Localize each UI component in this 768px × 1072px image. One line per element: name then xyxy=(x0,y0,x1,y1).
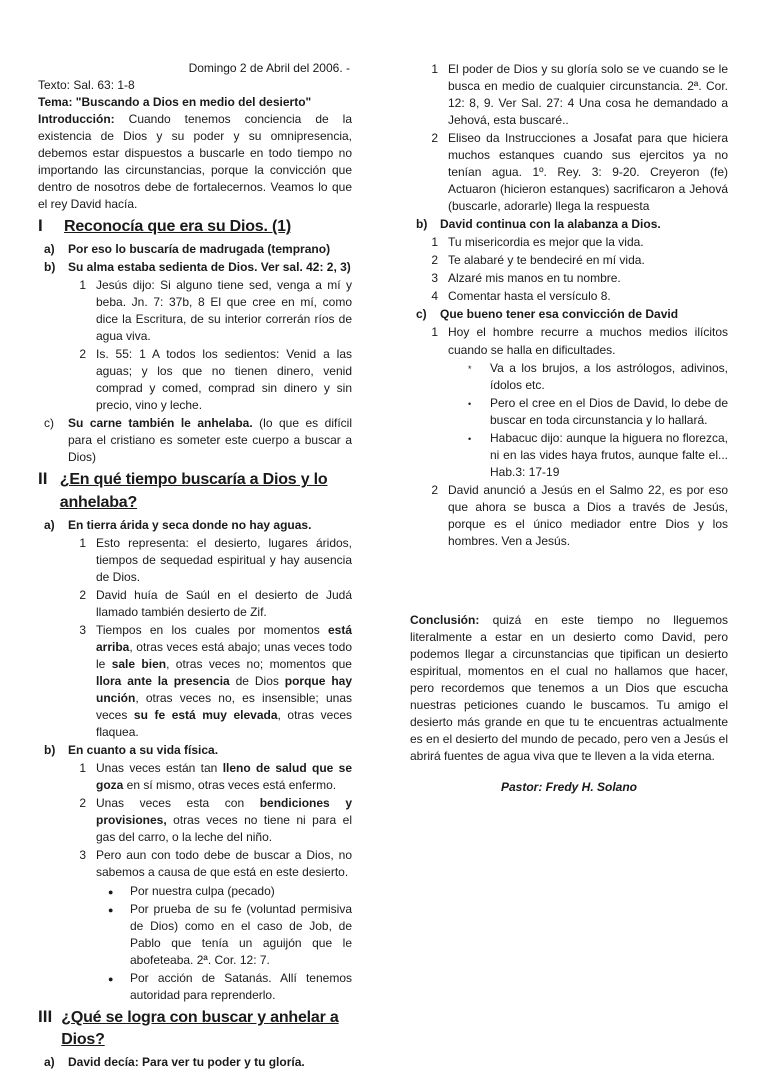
section-2-a-list xyxy=(38,535,352,741)
introduction xyxy=(38,111,352,213)
bullet-icon: ● xyxy=(108,973,114,984)
sermon-date: Domingo 2 de Abril del 2006. - xyxy=(188,61,350,75)
bullet-text: Por nuestra culpa (pecado) xyxy=(130,883,275,898)
list-item xyxy=(64,847,352,881)
bullet-text: Pero el cree en el Dios de David, lo debe de buscar en toda circunstancia y lo hallará. xyxy=(490,395,728,427)
item-number: 1 xyxy=(431,325,438,340)
text-run: Unas veces están tan xyxy=(96,761,223,776)
list-item xyxy=(416,130,728,215)
sermon-theme: Tema: "Buscando a Dios en medio del desierto" xyxy=(38,95,312,110)
item-number: 2 xyxy=(431,482,438,497)
list-item xyxy=(64,346,352,414)
bullet-item xyxy=(410,395,728,429)
bullet-item xyxy=(38,970,352,1004)
text-run: , otras veces flaquea. xyxy=(96,708,353,740)
item-text: Alzaré mis manos en tu nombre. xyxy=(448,271,621,286)
text-run: , otras veces no; momentos que xyxy=(166,657,352,672)
subpoint-a xyxy=(38,517,352,534)
section-1-heading xyxy=(38,214,352,239)
bullet-item xyxy=(38,883,352,900)
right-column xyxy=(410,60,728,796)
bullet-text: Por acción de Satanás. Allí tenemos autoridad para reprenderlo. xyxy=(130,970,352,1002)
list-item xyxy=(64,622,352,741)
item-number: 3 xyxy=(79,848,86,863)
section-heading-text: ¿En qué tiempo buscaría a Dios y lo anhelaba? xyxy=(59,471,328,512)
introduction-text: Cuando tenemos conciencia de la existencia de Dios y su poder y su omnipresencia, debemos estar dispuestos a buscarle en todo tiempo no importando las circunstancias, porque la convicción que dentro de nosotros debe de fortalecernos. Veamos lo que el rey David hacía. xyxy=(38,112,352,212)
bold-run: porque hay unción xyxy=(96,674,352,706)
text-run: Unas veces esta con xyxy=(96,796,260,811)
item-text: Is. 55: 1 A todos los sedientos: Venid a las aguas; y los que no tienen dinero, venid comprad y comed, comprad sin dinero y sin precio, vino y leche. xyxy=(96,347,352,413)
subpoint-b xyxy=(410,216,728,233)
subpoint-marker: c) xyxy=(416,307,427,322)
list-item xyxy=(416,270,728,287)
item-text: Jesús dijo: Si alguno tiene sed, venga a mí y beba. Jn. 7: 37b, 8 El que cree en mí, como dice la Escritura, de su interior correrán ríos de agua viva. xyxy=(96,278,352,344)
list-item xyxy=(64,535,352,586)
left-column xyxy=(38,60,352,1072)
subpoint-marker: b) xyxy=(44,743,56,758)
section-3-c-list-2 xyxy=(410,482,728,550)
item-text: Eliseo da Instrucciones a Josafat para que hiciera muchos estanques cuando sus ejercitos ya no tenían agua. 1º. Rey. 3: 9-20. Creyeron (fe) Actuaron (hicieron estanques) sacrificaron a Jehová (buscarle, adorarle) llega la respuesta xyxy=(448,131,728,214)
bullet-icon: • xyxy=(468,433,472,444)
list-item xyxy=(64,587,352,621)
subpoint-a xyxy=(38,1054,352,1071)
item-text: Pero aun con todo debe de buscar a Dios, no sabemos a causa de que está en este desierto. xyxy=(96,848,352,880)
subpoint-text: David continua con la alabanza a Dios. xyxy=(440,217,661,232)
list-item xyxy=(416,324,728,358)
text-run: Tiempos en los cuales por momentos xyxy=(96,623,328,638)
bullet-icon: ● xyxy=(108,904,114,915)
item-text: El poder de Dios y su gloría solo se ve cuando se le busca en medio de cualquier circunstancia. 2ª. Cor. 12: 8, 9. Ver Sal. 27: 4 Una cosa he demandado a Jehová, esta buscaré.. xyxy=(448,62,728,128)
section-3-c-list xyxy=(410,324,728,358)
bold-run: llora ante la presencia xyxy=(96,674,230,689)
item-number: 2 xyxy=(79,347,86,362)
subpoint-text xyxy=(68,415,352,466)
text-run: , otras veces no, es insensible; unas veces xyxy=(96,691,352,723)
item-text xyxy=(96,622,352,741)
section-3-c-bullets xyxy=(410,360,728,481)
introduction-label: Introducción: xyxy=(38,112,115,127)
section-2-b-list xyxy=(38,760,352,881)
item-number: 2 xyxy=(79,796,86,811)
item-number: 1 xyxy=(431,62,438,76)
bold-run: lleno de salud que se goza xyxy=(96,761,352,793)
item-text: Esto representa: el desierto, lugares áridos, tiempos de sequedad espiritual y hay ausencia de Dios. xyxy=(96,535,352,584)
subpoint-marker: b) xyxy=(44,260,56,275)
bullet-text: Habacuc dijo: aunque la higuera no florezca, ni en las vides haya frutos, aunque falte el... Hab.3: 17-19 xyxy=(490,430,728,479)
roman-numeral: I xyxy=(38,216,43,236)
section-3-b-list xyxy=(410,234,728,305)
bold-run: su fe está muy elevada xyxy=(133,708,278,723)
bullet-icon: * xyxy=(468,363,472,374)
list-item xyxy=(416,482,728,550)
list-item xyxy=(64,277,352,345)
item-number: 2 xyxy=(79,587,86,602)
item-text: Tu misericordia es mejor que la vida. xyxy=(448,235,644,250)
subpoint-c xyxy=(38,415,352,466)
item-text: Te alabaré y te bendeciré en mí vida. xyxy=(448,253,645,268)
bullet-item xyxy=(410,430,728,481)
subpoint-a xyxy=(38,241,352,258)
pastor-signature: Pastor: Fredy H. Solano xyxy=(500,780,638,795)
list-item xyxy=(416,288,728,305)
text-run: de Dios xyxy=(229,674,285,689)
bullet-text: Por prueba de su fe (voluntad permisiva de Dios) como en el caso de Job, de Pablo que tenía un aguijón que le abofeteaba. 2ª. Cor. 12: 7. xyxy=(130,901,352,967)
scripture-text: Texto: Sal. 63: 1-8 xyxy=(38,78,135,93)
item-number: 3 xyxy=(431,271,438,286)
bullet-item xyxy=(410,360,728,394)
item-number: 3 xyxy=(79,623,86,638)
subpoint-text: Que bueno tener esa convicción de David xyxy=(440,307,679,322)
item-text xyxy=(96,760,352,794)
subpoint-bold: Su carne también le anhelaba. xyxy=(68,416,253,431)
section-heading-text: ¿Qué se logra con buscar y anhelar a Dios? xyxy=(61,1008,339,1049)
section-2-bullets xyxy=(38,883,352,1004)
section-heading-text: Reconocía que era su Dios. (1) xyxy=(64,218,291,236)
roman-numeral: III xyxy=(38,1006,53,1026)
section-3-a-list xyxy=(410,61,728,215)
item-text: Comentar hasta el versículo 8. xyxy=(448,289,611,304)
roman-numeral: II xyxy=(38,469,48,489)
subpoint-text: David decía: Para ver tu poder y tu gloría. xyxy=(68,1055,305,1070)
subpoint-text: En tierra árida y seca donde no hay aguas. xyxy=(68,517,312,532)
conclusion-label: Conclusión: xyxy=(410,612,480,627)
bullet-icon: ● xyxy=(108,886,114,897)
subpoint-marker: c) xyxy=(44,416,54,431)
section-3-heading xyxy=(38,1005,352,1052)
subpoint-marker: a) xyxy=(44,242,55,256)
text-run: en sí mismo, otras veces está enfermo. xyxy=(123,778,337,793)
bold-run: está arriba xyxy=(96,623,352,655)
item-number: 2 xyxy=(431,131,438,146)
text-run: otras veces no tiene ni para el gas del carro, o la leche del niño. xyxy=(96,813,352,845)
subpoint-b xyxy=(38,259,352,276)
bold-run: sale bien xyxy=(111,657,167,672)
subpoint-marker: a) xyxy=(44,1055,55,1070)
conclusion xyxy=(410,612,728,765)
item-text: David huía de Saúl en el desierto de Judá llamado también desierto de Zif. xyxy=(96,587,352,619)
bullet-icon: • xyxy=(468,398,472,409)
list-item xyxy=(416,234,728,251)
section-2-heading xyxy=(38,467,352,514)
item-number: 4 xyxy=(431,289,438,304)
section-1-b-list xyxy=(38,277,352,414)
item-number: 1 xyxy=(79,278,86,293)
list-item xyxy=(416,252,728,269)
item-number: 2 xyxy=(431,253,438,268)
item-number: 1 xyxy=(79,535,86,550)
subpoint-marker: b) xyxy=(416,217,428,232)
subpoint-b xyxy=(38,742,352,759)
subpoint-marker: a) xyxy=(44,517,55,532)
conclusion-text: quizá en este tiempo no lleguemos literalmente a estar en un desierto como David, pero podemos llegar a circunstancias que tipifican un desierto espiritual, momentos en el cual no hallamos que hacer, pero recordemos que tenemos a un Dios que escucha nuestras peticiones cuando le buscamos. Tu amigo el desierto más grande en que tu te encuentras actualmente es en el desierto del mundo de pecado, pero ven a Jesús el abrirá fuentes de agua viva que te lleven a la vida eterna. xyxy=(410,612,728,764)
subpoint-text: Su alma estaba sedienta de Dios. Ver sal. 42: 2, 3) xyxy=(68,260,351,275)
text-run: , otras veces está abajo; unas veces todo le xyxy=(96,640,352,672)
subpoint-text: En cuanto a su vida física. xyxy=(68,743,219,758)
item-text xyxy=(96,795,352,846)
item-number: 1 xyxy=(431,235,438,250)
subpoint-rest: (lo que es difícil para el cristiano es someter este cuerpo a buscar a Dios) xyxy=(68,416,352,465)
bold-run: bendiciones y provisiones, xyxy=(96,796,352,828)
list-item xyxy=(64,760,352,794)
subpoint-c xyxy=(410,306,728,323)
item-text: David anunció a Jesús en el Salmo 22, es por eso que ahora se busca a Dios a través de Jesús, porque es el único mediador entre Dios y los hombres. Ven a Jesús. xyxy=(448,482,728,548)
list-item xyxy=(64,795,352,846)
item-number: 1 xyxy=(79,761,86,776)
list-item xyxy=(416,61,728,129)
bullet-text: Va a los brujos, a los astrólogos, adivinos, ídolos etc. xyxy=(490,360,728,392)
bullet-item xyxy=(38,901,352,969)
subpoint-text: Por eso lo buscaría de madrugada (temprano) xyxy=(68,242,331,256)
item-text: Hoy el hombre recurre a muchos medios ilícitos cuando se halla en dificultades. xyxy=(448,325,728,357)
